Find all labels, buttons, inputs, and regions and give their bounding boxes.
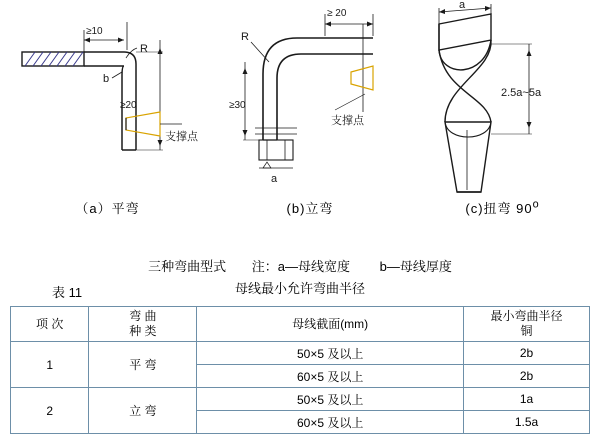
- cell-section: 50×5 及以上: [197, 342, 464, 365]
- cell-kind: 平 弯: [89, 342, 197, 388]
- vertical-bend-width-label: a: [271, 173, 278, 185]
- table-title: 母线最小允许弯曲半径: [234, 281, 365, 296]
- twist-bend-caption-degree: o: [532, 198, 540, 211]
- twist-bend-width-label: a: [459, 0, 466, 11]
- cell-index: 1: [11, 342, 89, 388]
- twist-bend-caption-text: (c)扭弯 90: [465, 201, 533, 216]
- header-section: 母线截面(mm): [197, 307, 464, 342]
- cell-section: 50×5 及以上: [197, 388, 464, 411]
- figure-twist-bend: [405, 0, 600, 216]
- twist-bend-drawing: [405, 0, 600, 200]
- cell-section: 60×5 及以上: [197, 411, 464, 434]
- flat-bend-dim-top: ≥10: [86, 26, 103, 37]
- figure-flat-bend: [0, 0, 215, 216]
- vertical-bend-dim-top: ≥ 20: [327, 8, 347, 19]
- flat-bend-thickness-label: b: [103, 73, 110, 85]
- header-kind-line1: 弯 曲: [129, 309, 157, 323]
- table-header-row: [11, 307, 590, 342]
- cell-radius: 1.5a: [464, 411, 590, 434]
- cell-radius: 2b: [464, 365, 590, 388]
- note-tag-a: 注：a—母线宽度: [251, 259, 350, 274]
- bend-radius-table: [10, 306, 590, 434]
- figure-vertical-bend: [215, 0, 405, 216]
- table-number: 表 11: [52, 285, 83, 300]
- header-index: 项 次: [11, 307, 89, 342]
- note-main: 三种弯曲型式: [148, 259, 227, 274]
- vertical-bend-drawing: [215, 0, 405, 200]
- vertical-bend-dim-vert: ≥30: [229, 100, 246, 111]
- header-kind: [89, 307, 197, 342]
- twist-bend-length-label: 2.5a~5a: [501, 87, 542, 99]
- cell-index: 2: [11, 388, 89, 434]
- flat-bend-support-label: 支撑点: [165, 131, 198, 143]
- header-radius-line2: 铜: [520, 324, 533, 338]
- cell-section: 60×5 及以上: [197, 365, 464, 388]
- header-radius: [464, 307, 590, 342]
- cell-kind: 立 弯: [89, 388, 197, 434]
- vertical-bend-support-label: 支撑点: [331, 115, 364, 127]
- figure-flat-bend-caption: （a）平弯: [75, 201, 140, 216]
- flat-bend-radius-label: R: [140, 43, 148, 55]
- flat-bend-dim-vert: ≥20: [120, 100, 137, 111]
- table-row: [11, 388, 590, 411]
- header-radius-line1: 最小弯曲半径: [490, 309, 563, 323]
- table-row: [11, 342, 590, 365]
- cell-radius: 2b: [464, 342, 590, 365]
- header-kind-line2: 种 类: [129, 324, 157, 338]
- note-tag-b: b—母线厚度: [379, 259, 452, 274]
- vertical-bend-radius-label: R: [241, 31, 249, 43]
- figure-twist-bend-caption: [405, 198, 600, 217]
- cell-radius: 1a: [464, 388, 590, 411]
- flat-bend-drawing: [0, 0, 215, 200]
- figure-notes: [0, 256, 600, 275]
- figure-vertical-bend-caption: (b)立弯: [286, 201, 334, 216]
